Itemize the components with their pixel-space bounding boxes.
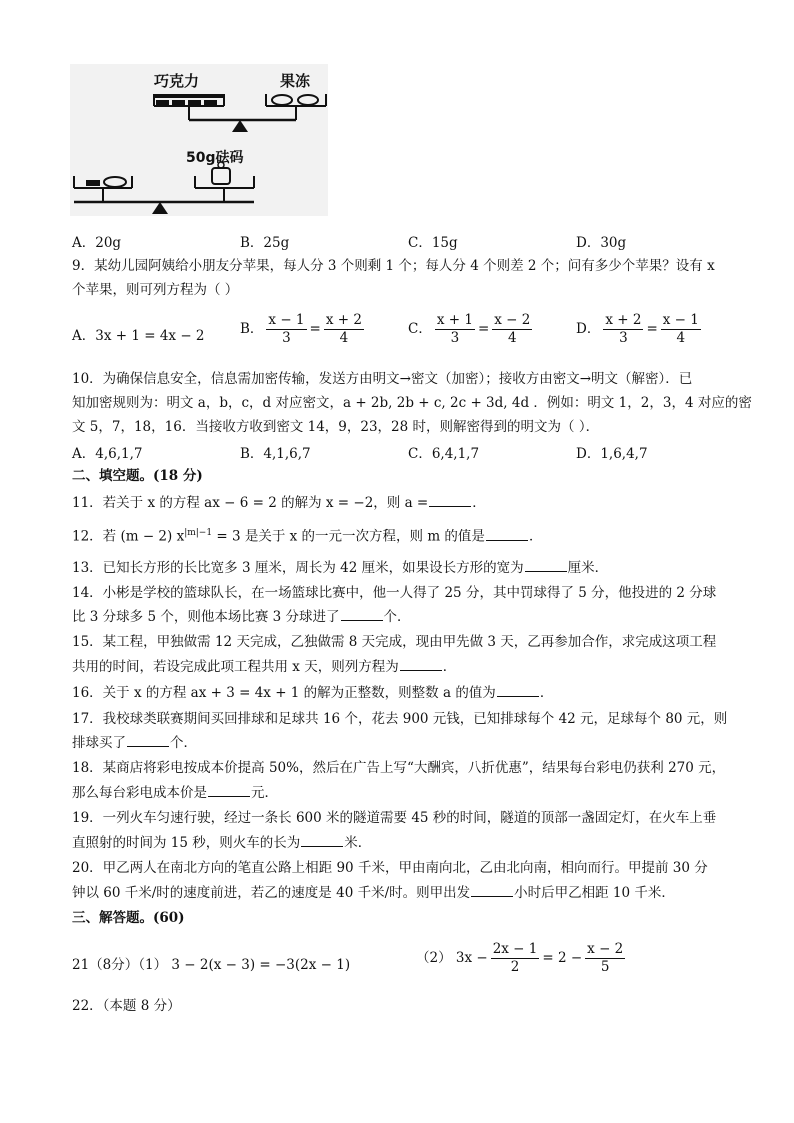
q8-option-a: A．20g bbox=[72, 235, 122, 251]
answer-blank[interactable] bbox=[486, 528, 528, 541]
weight-label: 50g砝码 bbox=[186, 150, 244, 166]
q15-line2: 共用的时间，若设完成此项工程共用 x 天，则列方程为 ． bbox=[72, 659, 457, 675]
jelly-label: 果冻 bbox=[280, 72, 311, 90]
q13: 13．已知长方形的长比宽多 3 厘米，周长为 42 厘米，如果设长方形的宽为 厘米． bbox=[72, 560, 609, 576]
q9-line1: 9．某幼儿园阿姨给小朋友分苹果，每人分 3 个则剩 1 个；每人分 4 个则差 2 个；问有多少个苹果？设有 x bbox=[72, 258, 715, 274]
answer-blank[interactable] bbox=[341, 608, 383, 621]
q19-line2: 直照射的时间为 15 秒，则火车的长为 米． bbox=[72, 835, 372, 851]
q10-option-d: D．1,6,4,7 bbox=[576, 446, 648, 462]
answer-blank[interactable] bbox=[525, 559, 567, 572]
q9-option-d: D． $\frac{x + 2}{3}$ = $\frac{x - 1}{4}$ bbox=[576, 312, 699, 346]
q10-option-a: A．4,6,1,7 bbox=[72, 446, 143, 462]
q14-line2: 比 3 分球多 5 个，则他本场比赛 3 分球进了 个． bbox=[72, 609, 411, 625]
q9-line2: 个苹果，则可列方程为（ ） bbox=[72, 282, 239, 298]
q21-part2: （2） 3x − $\frac{2x - 1}{2}$ = 2 − $\frac{x - 2}{5}$ bbox=[416, 941, 624, 975]
q22-heading: 22．（本题 8 分） bbox=[72, 998, 181, 1014]
q17-line1: 17．我校球类联赛期间买回排球和足球共 16 个，花去 900 元钱，已知排球每个 42 元，足球每个 80 元，则 bbox=[72, 711, 728, 727]
q19-line1: 19．一列火车匀速行驶，经过一条长 600 米的隧道需要 45 秒的时间，隧道的顶部一盏固定灯，在火车上垂 bbox=[72, 810, 717, 826]
chocolate-label: 巧克力 bbox=[154, 72, 200, 90]
q10-line1: 10．为确保信息安全，信息需加密传输，发送方由明文→密文（加密）；接收方由密文→明文（解密）．已 bbox=[72, 371, 693, 387]
answer-blank[interactable] bbox=[400, 658, 442, 671]
q9-option-a: A．3x + 1 = 4x − 2 bbox=[72, 328, 205, 344]
answer-blank[interactable] bbox=[208, 784, 250, 797]
section-3-heading: 三、解答题。(60) bbox=[72, 910, 185, 926]
answer-blank[interactable] bbox=[471, 884, 513, 897]
q8-option-c: C．15g bbox=[408, 235, 458, 251]
q18-line1: 18．某商店将彩电按成本价提高 50%，然后在广告上写“大酬宾，八折优惠”，结果每台彩电仍获利 270 元， bbox=[72, 760, 726, 776]
q10-option-b: B．4,1,6,7 bbox=[240, 446, 311, 462]
q10-line2: 知加密规则为：明文 a，b，c，d 对应密文，a + 2b, 2b + c, 2c + 3d, 4d ．例如：明文 1，2，3，4 对应的密 bbox=[72, 395, 752, 411]
q18-line2: 那么每台彩电成本价是 元． bbox=[72, 785, 278, 801]
q12: 12．若 (m − 2) $x^{|m|-1} = 3$ 是关于 x 的一元一次方程，则 m 的值是 ． bbox=[72, 528, 543, 545]
answer-blank[interactable] bbox=[127, 734, 169, 747]
q20-line1: 20．甲乙两人在南北方向的笔直公路上相距 90 千米，甲由南向北，乙由北向南，相向而行。甲提前 30 分 bbox=[72, 860, 708, 876]
answer-blank[interactable] bbox=[429, 494, 471, 507]
q8-option-b: B．25g bbox=[240, 235, 290, 251]
q9-option-b: B． $\frac{x - 1}{3}$ = $\frac{x + 2}{4}$ bbox=[240, 312, 362, 346]
q17-line2: 排球买了 个． bbox=[72, 735, 197, 751]
answer-blank[interactable] bbox=[497, 684, 539, 697]
q14-line1: 14．小彬是学校的篮球队长，在一场篮球比赛中，他一人得了 25 分，其中罚球得了 5 分，他投进的 2 分球 bbox=[72, 585, 717, 601]
q10-line3: 文 5，7，18，16．当接收方收到密文 14，9，23，28 时，则解密得到的明文为（ ）． bbox=[72, 419, 600, 435]
q20-line2: 钟以 60 千米/时的速度前进，若乙的速度是 40 千米/时。则甲出发 小时后甲乙相距 10 千米． bbox=[72, 885, 675, 901]
q9-option-c: C． $\frac{x + 1}{3}$ = $\frac{x - 2}{4}$ bbox=[408, 312, 531, 346]
q16: 16．关于 x 的方程 ax + 3 = 4x + 1 的解为正整数，则整数 a 的值为 ． bbox=[72, 685, 554, 701]
answer-blank[interactable] bbox=[301, 834, 343, 847]
section-2-heading: 二、填空题。(18 分) bbox=[72, 468, 203, 484]
balance-scale-figure bbox=[70, 64, 328, 216]
q21-part1: 21（8分）（1） 3 − 2(x − 3) = −3(2x − 1) bbox=[72, 957, 351, 973]
q11: 11．若关于 x 的方程 ax − 6 = 2 的解为 x = −2，则 a = ． bbox=[72, 495, 486, 511]
q8-option-d: D．30g bbox=[576, 235, 627, 251]
q15-line1: 15．某工程，甲独做需 12 天完成，乙独做需 8 天完成，现由甲先做 3 天，乙再参加合作，求完成这项工程 bbox=[72, 634, 717, 650]
q10-option-c: C．6,4,1,7 bbox=[408, 446, 480, 462]
